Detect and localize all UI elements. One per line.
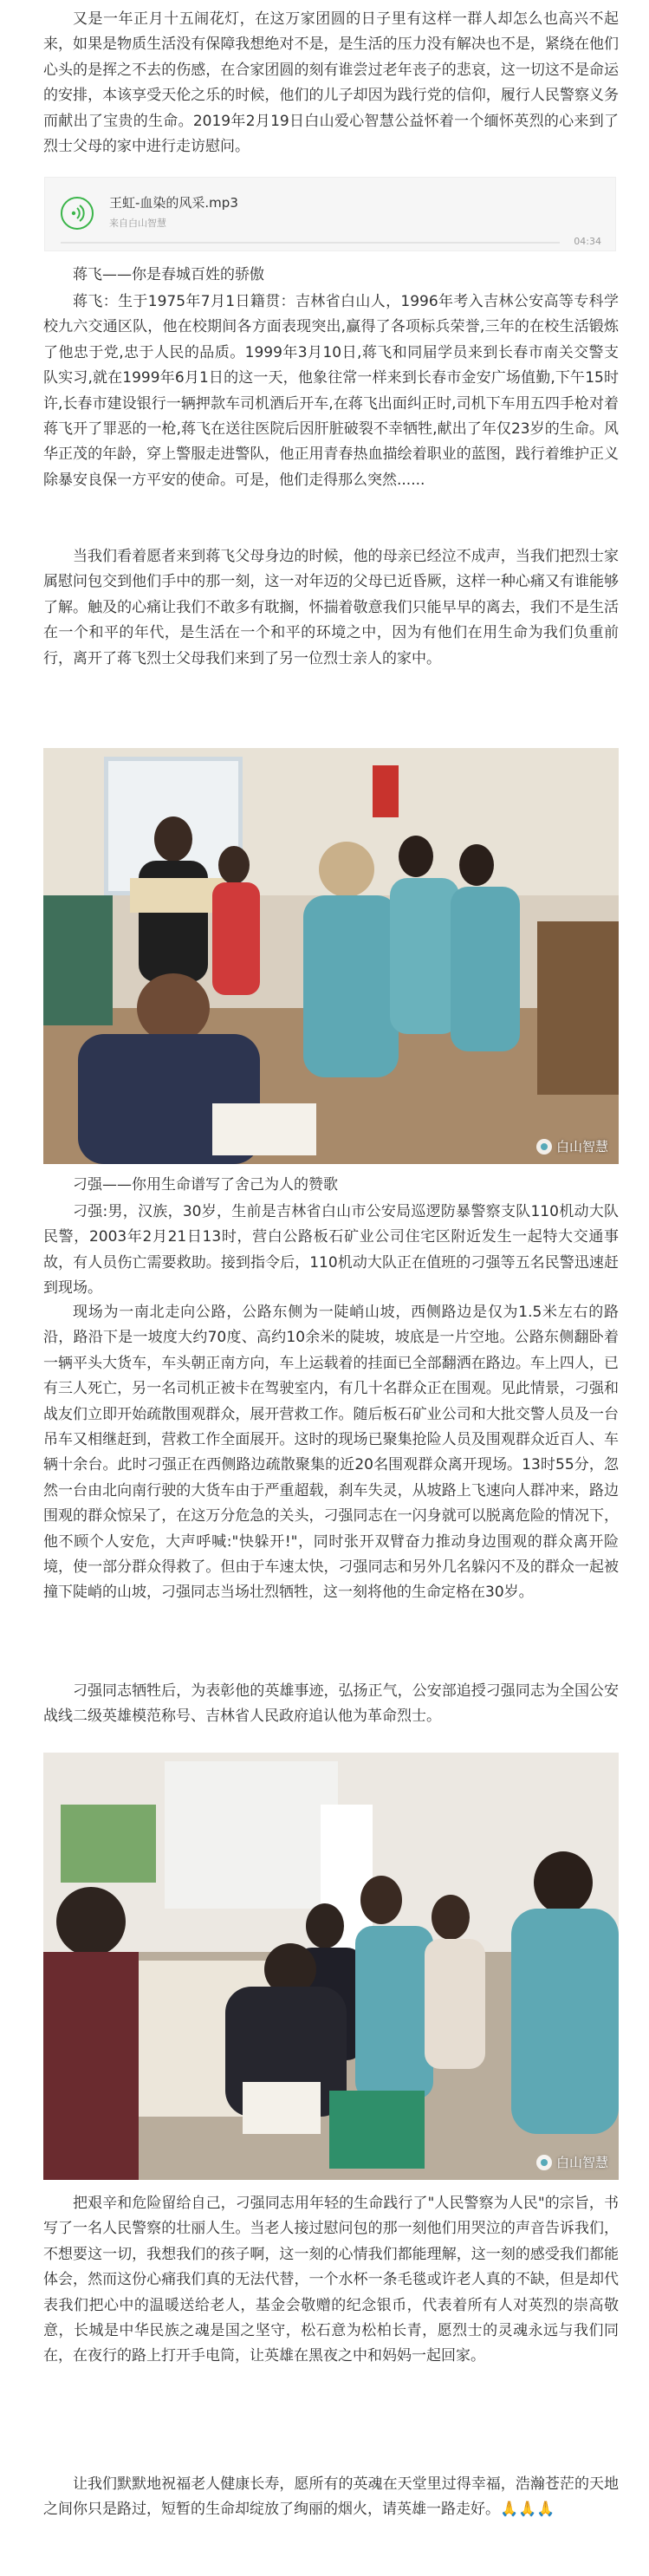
audio-title: 王虹-血染的风采.mp3 — [109, 195, 238, 211]
section2-paragraph-1: 刁强:男，汉族，30岁，生前是吉林省白山市公安局巡逻防暴警察支队110机动大队民警，2003年2月21日13时，营白公路板石矿业公司住宅区附近发生一起特大交通事故，有人员伤亡需要救助。接到指令后，110机动大队正在值班的刁强等五名民警迅速赶到现场。 — [43, 1203, 619, 1298]
section1-paragraph-1: 蒋飞：生于1975年7月1日籍贯：吉林省白山人，1996年考入吉林公安高等专科学校九六交通区队，他在校期间各方面表现突出,赢得了各项标兵荣誉,三年的在校生活锻炼了他忠于党,忠于人民的品质。1999年3月10日,蒋飞和同届学员来到长春市南关交警支队实习,就在1999年6月1日的这一天，他象往常一样来到长春市金安广场值勤,下午15时许,长春市建设银行一辆押款车司机酒后开车,在蒋飞出面纠正时,司机下车用五四手枪对着蒋飞开了罪恶的一枪,蒋飞在送往医院后因肝脏破裂不幸牺牲,献出了年仅23岁的生命。风华正茂的年龄，穿上警服走进警队，他正用青春热血描绘着职业的蓝图，践行着维护正义除暴安良保一方平安的使命。可是，他们走得那么突然...... — [43, 293, 619, 489]
audio-duration: 04:34 — [574, 236, 601, 247]
audio-source: 来自白山智慧 — [109, 218, 166, 229]
brand-logo-icon — [536, 1139, 552, 1155]
section1-paragraph-2: 当我们看着愿者来到蒋飞父母身边的时候，他的母亲已经泣不成声，当我们把烈士家属慰问包交到他们手中的那一刻，这一对年迈的父母已近昏厥，这样一种心痛又有谁能够了解。触及的心痛让我们不敢多有耽搁，怀揣着敬意我们只能早早的离去，我们不是生活在一个和平的年代，是生活在一个和平的环境之中，因为有他们在用生命为我们负重前行，离开了蒋飞烈士父母我们来到了另一位烈士亲人的家中。 — [43, 548, 619, 667]
audio-progress-track[interactable] — [61, 242, 560, 244]
photo-visit-diaoqiang — [43, 1753, 619, 2180]
watermark-text: 白山智慧 — [555, 2155, 608, 2170]
play-icon[interactable] — [61, 197, 94, 230]
photo-visit-jiangfei — [43, 748, 619, 1164]
intro-paragraph: 又是一年正月十五闹花灯，在这万家团圆的日子里有这样一群人却怎么也高兴不起来，如果是物质生活没有保障我想绝对不是，是生活的压力没有解决也不是，紧绕在他们心头的是挥之不去的伤感，在合家团圆的刻有谁尝过老年丧子的悲哀，这一切这不是命运的安排，本该享受天伦之乐的时候，他们的儿子却因为践行党的信仰，履行人民警察义务而献出了宝贵的生命。2019年2月19日白山爱心智慧公益怀着一个缅怀英烈的心来到了烈士父母的家中进行走访慰问。 — [43, 10, 619, 156]
section2-paragraph-3: 刁强同志牺牲后，为表彰他的英雄事迹，弘扬正气，公安部追授刁强同志为全国公安战线二级英雄模范称号、吉林省人民政府追认他为革命烈士。 — [43, 1682, 619, 1726]
audio-player[interactable] — [44, 177, 616, 251]
watermark — [536, 2153, 608, 2171]
closing-paragraph-1: 把艰辛和危险留给自己，刁强同志用年轻的生命践行了"人民警察为人民"的宗旨，书写了一名人民警察的壮丽人生。当老人接过慰问包的那一刻他们用哭泣的声音告诉我们，不想要这一切，我想我们的孩子啊，这一刻的心情我们都能理解，这一刻的感受我们都能体会，然而这份心痛我们真的无法代替，一个水杯一条毛毯或许老人真的不缺，但是却代表我们把心中的温暖送给老人，基金会敬赠的纪念银币，代表着所有人对英烈的崇高敬意，长城是中华民族之魂是国之坚守，松石意为松柏长青，愿烈士的灵魂永远与我们同在，在夜行的路上打开手电筒，让英雄在黑夜之中和妈妈一起回家。 — [43, 2195, 619, 2365]
closing-paragraph-2: 让我们默默地祝福老人健康长寿，愿所有的英魂在天堂里过得幸福，浩瀚苍茫的天地之间你只是路过，短暂的生命却绽放了绚丽的烟火，请英雄一路走好。🙏🙏🙏 — [43, 2475, 619, 2519]
section1-heading: 蒋飞——你是春城百姓的骄傲 — [73, 266, 264, 283]
section2-heading: 刁强——你用生命谱写了舍己为人的赞歌 — [73, 1176, 338, 1194]
brand-logo-icon — [536, 2155, 552, 2170]
watermark-text: 白山智慧 — [555, 1139, 608, 1155]
section2-paragraph-2: 现场为一南北走向公路，公路东侧为一陡峭山坡，西侧路边是仅为1.5米左右的路沿，路沿下是一坡度大约70度、高约10余米的陡坡，坡底是一片空地。公路东侧翻卧着一辆平头大货车，车头朝正南方向，车上运载着的挂面已全部翻洒在路边。车上四人，已有三人死亡，另一名司机正被卡在驾驶室内，有几十名群众正在围观。见此情景，刁强和战友们立即开始疏散围观群众，展开营救工作。随后板石矿业公司和大批交警人员及一台吊车又相继赶到，营救工作全面展开。这时的现场已聚集抢险人员及围观群众近百人、车辆十余台。此时刁强正在西侧路边疏散聚集的近20名围观群众离开现场。13时55分，忽然一台由北向南行驶的大货车由于严重超载，刹车失灵，从坡路上飞速向人群冲来，路边围观的群众惊呆了，在这万分危急的关头，刁强同志在一闪身就可以脱离危险的情况下，他不顾个人安危，大声呼喊:"快躲开!"，同时张开双臂奋力推动身边围观的群众离开险境，使一部分群众得救了。但由于车速太快，刁强同志和另外几名躲闪不及的群众一起被撞下陡峭的山坡，刁强同志当场壮烈牺牲，这一刻将他的生命定格在30岁。 — [43, 1304, 619, 1602]
watermark — [536, 1137, 608, 1155]
